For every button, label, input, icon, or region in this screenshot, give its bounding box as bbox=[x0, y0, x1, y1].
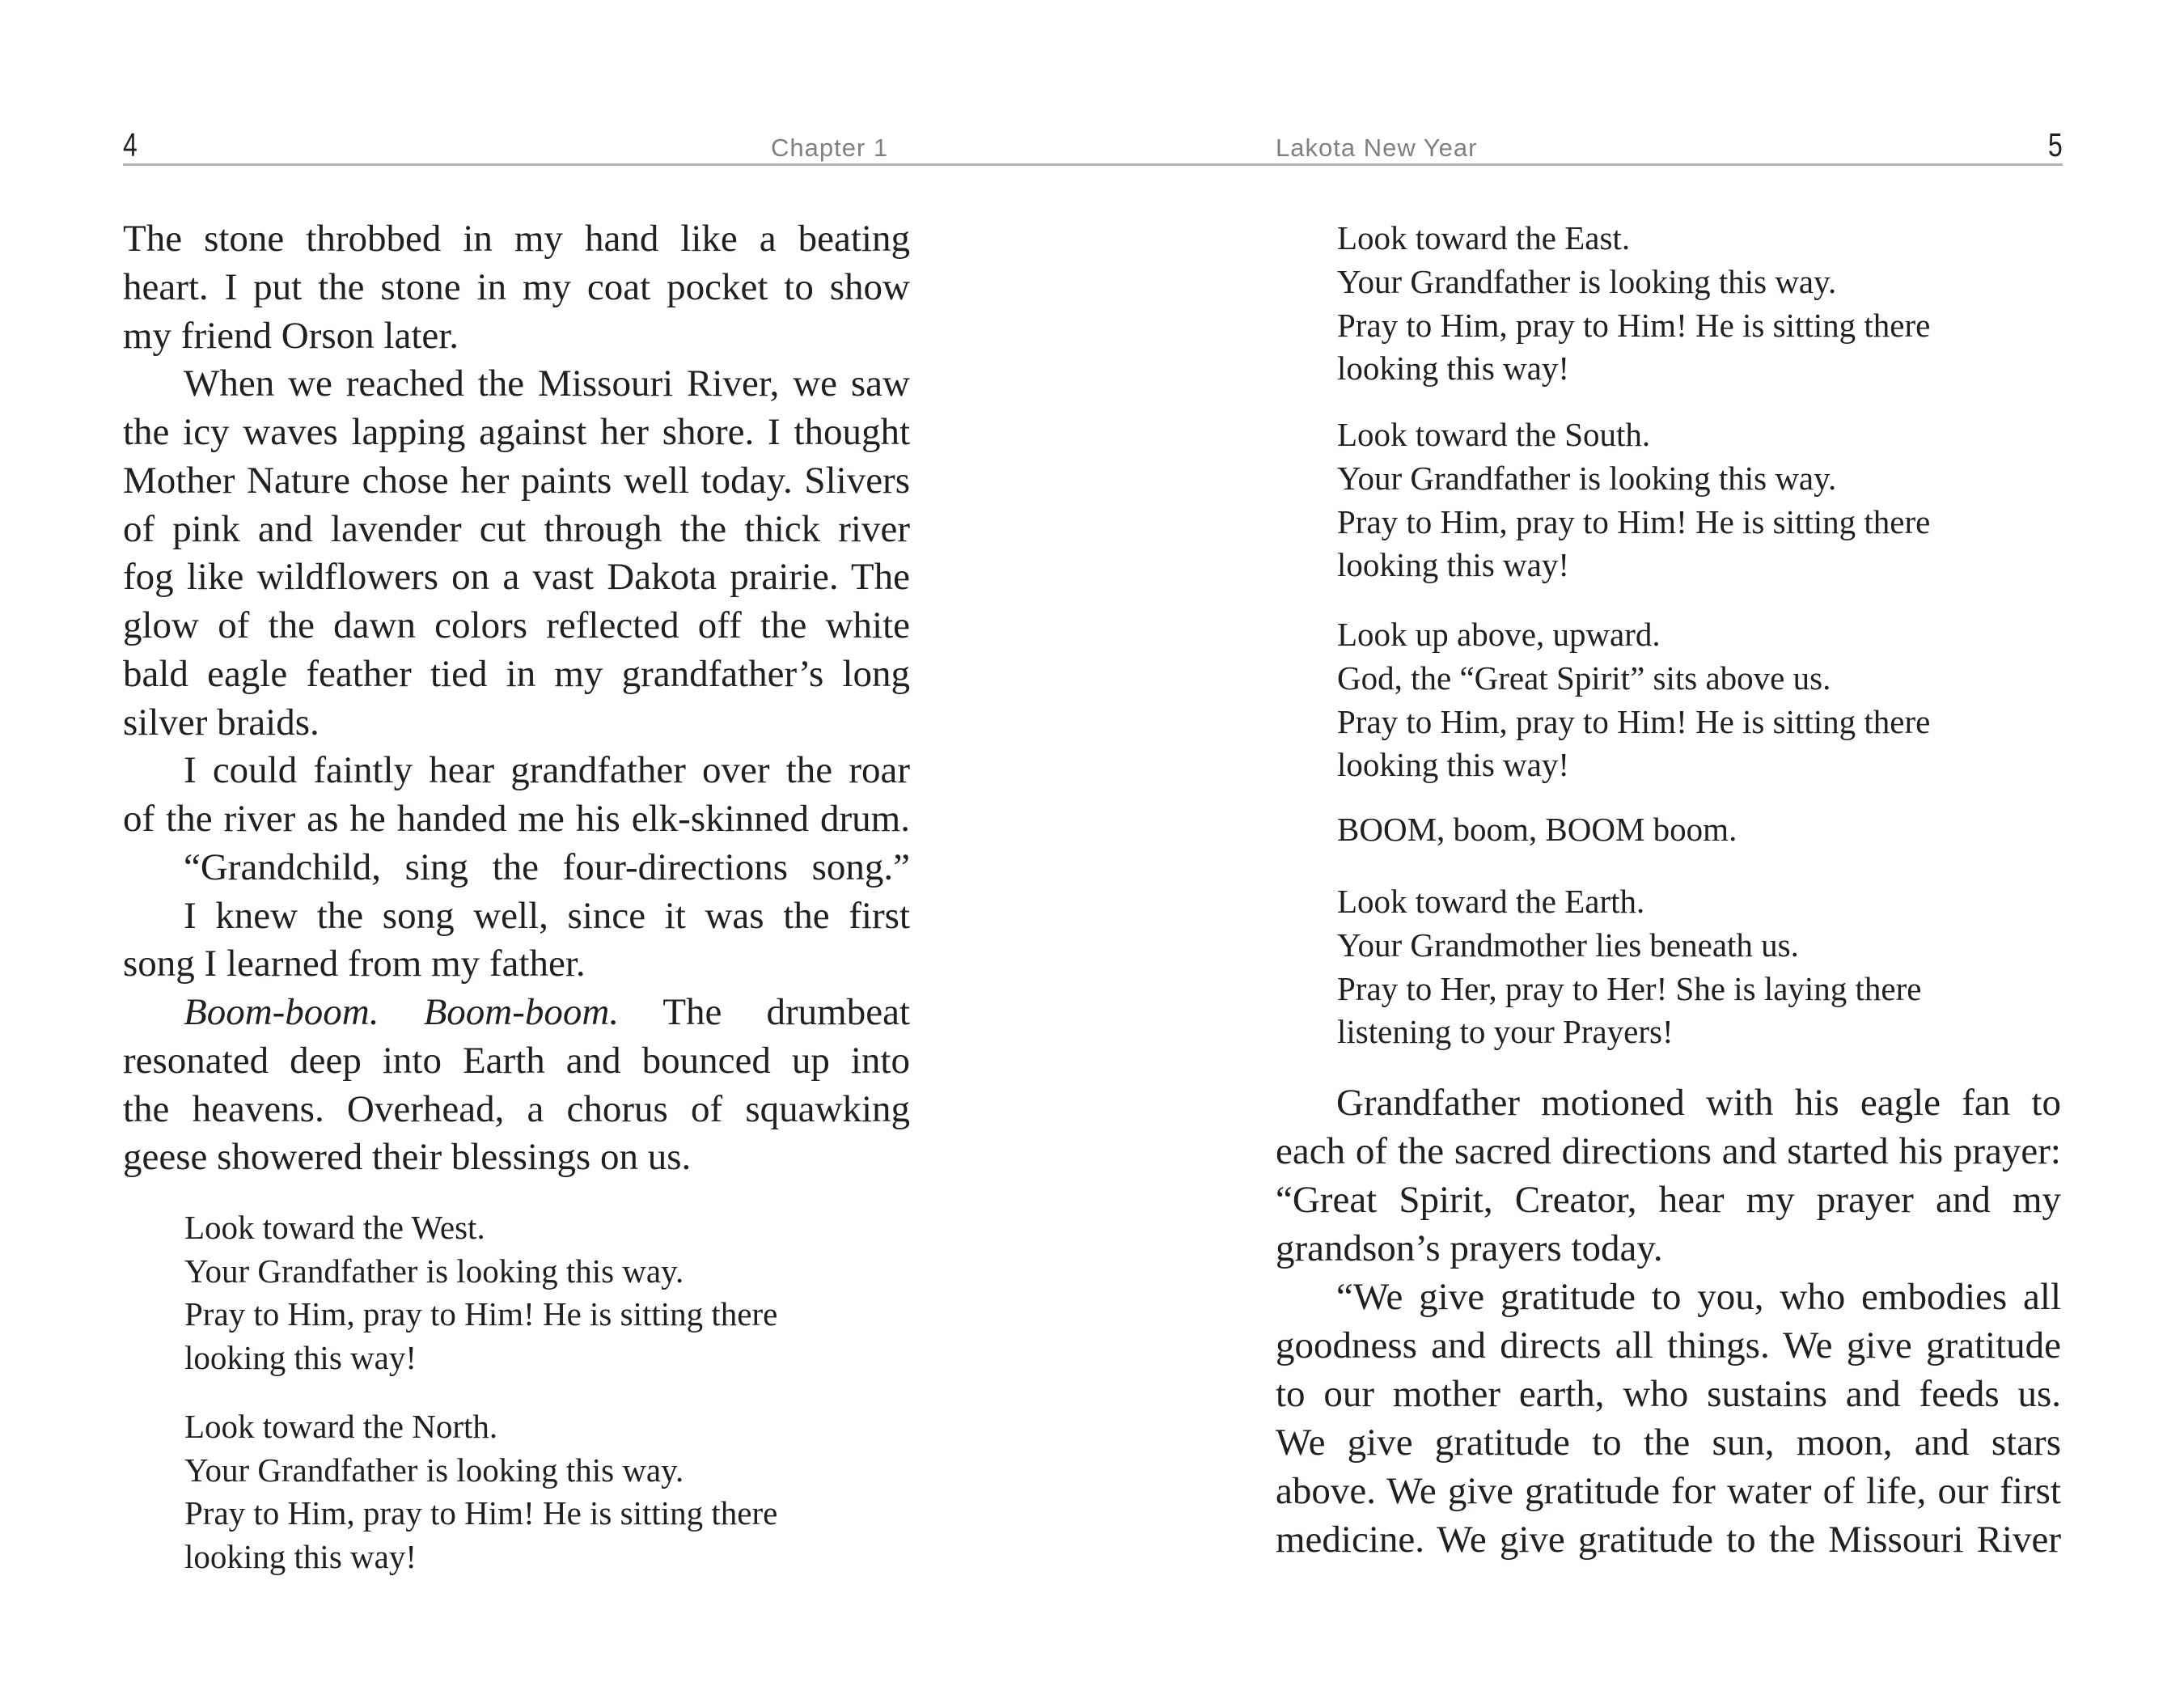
prose-line bbox=[123, 604, 910, 647]
prose-line-text: “Great Spirit, Creator, hear my prayer and my bbox=[1276, 1179, 2061, 1222]
prose-line bbox=[1276, 1518, 2061, 1561]
verse-line: Look toward the East. bbox=[1337, 219, 1631, 257]
prose-line bbox=[123, 410, 910, 454]
prose-line bbox=[123, 942, 910, 985]
verse-line: listening to your Prayers! bbox=[1337, 1013, 1674, 1051]
prose-line bbox=[123, 459, 910, 502]
prose-line-text: bald eagle feather tied in my grandfather’s long bbox=[123, 652, 910, 695]
verse-line: Pray to Him, pray to Him! He is sitting there bbox=[1337, 702, 1931, 740]
prose-line-text: When we reached the Missouri River, we saw bbox=[184, 362, 910, 405]
verse-line: Your Grandfather is looking this way. bbox=[184, 1451, 684, 1489]
verse-line: looking this way! bbox=[184, 1537, 417, 1575]
prose-line bbox=[1276, 1178, 2061, 1222]
verse-line: Look toward the West. bbox=[184, 1209, 485, 1247]
prose-line-text: above. We give gratitude for water of life, our first bbox=[1276, 1470, 2061, 1513]
right-page-body bbox=[1276, 0, 2061, 1699]
prose-line-text: glow of the dawn colors reflected off the white bbox=[123, 604, 910, 647]
prose-line-text: my friend Orson later. bbox=[123, 314, 459, 357]
prose-line-text: geese showered their blessings on us. bbox=[123, 1136, 692, 1179]
prose-line bbox=[123, 845, 910, 889]
prose-line bbox=[1276, 1421, 2061, 1464]
prose-line-text: of pink and lavender cut through the thick river bbox=[123, 507, 910, 550]
prose-line bbox=[123, 990, 910, 1034]
prose-line-text: silver braids. bbox=[123, 701, 320, 744]
prose-line bbox=[123, 314, 910, 358]
prose-line-text: of the river as he handed me his elk-skinned drum. bbox=[123, 798, 910, 841]
prose-line bbox=[123, 1135, 910, 1179]
prose-line-text: each of the sacred directions and started his prayer: bbox=[1276, 1130, 2061, 1173]
prose-line-text: goodness and directs all things. We give gratitude bbox=[1276, 1324, 2061, 1367]
left-page-number: 4 bbox=[123, 126, 138, 163]
prose-line-text: I could faintly hear grandfather over the roar bbox=[184, 749, 910, 792]
prose-line-rest: The drumbeat bbox=[619, 991, 910, 1034]
left-running-head: Chapter 1 bbox=[771, 133, 889, 162]
verse-line: Pray to Him, pray to Him! He is sitting there bbox=[184, 1494, 778, 1532]
prose-line bbox=[123, 748, 910, 792]
prose-line-text: resonated deep into Earth and bounced up into bbox=[123, 1039, 910, 1082]
verse-line: looking this way! bbox=[1337, 746, 1569, 784]
prose-line bbox=[1276, 1469, 2061, 1513]
verse-line: Look up above, upward. bbox=[1337, 616, 1661, 654]
left-page-body bbox=[123, 0, 910, 1699]
verse-line: BOOM, boom, BOOM boom. bbox=[1337, 811, 1737, 849]
prose-line bbox=[123, 507, 910, 551]
prose-line bbox=[123, 1087, 910, 1131]
prose-line bbox=[123, 217, 910, 261]
prose-line-text: I knew the song well, since it was the first bbox=[184, 894, 910, 937]
prose-line-text: heart. I put the stone in my coat pocket to show bbox=[123, 265, 910, 308]
prose-line-text: song I learned from my father. bbox=[123, 943, 586, 985]
prose-line-text: Mother Nature chose her paints well today. Slivers bbox=[123, 459, 910, 502]
verse-line: Your Grandmother lies beneath us. bbox=[1337, 926, 1799, 964]
prose-line-text: Grandfather motioned with his eagle fan to bbox=[1336, 1082, 2061, 1125]
verse-line: Your Grandfather is looking this way. bbox=[1337, 263, 1837, 301]
right-running-head: Lakota New Year bbox=[1276, 133, 1478, 162]
verse-line: Pray to Him, pray to Him! He is sitting there bbox=[184, 1295, 778, 1333]
prose-line-text: The stone throbbed in my hand like a beating bbox=[123, 218, 910, 261]
prose-line-text: “Grandchild, sing the four-directions song.” bbox=[184, 845, 910, 888]
verse-line: Your Grandfather is looking this way. bbox=[184, 1252, 684, 1290]
prose-line bbox=[1276, 1275, 2061, 1319]
prose-line-text: We give gratitude to the sun, moon, and stars bbox=[1276, 1421, 2061, 1464]
prose-line bbox=[123, 652, 910, 696]
prose-line bbox=[123, 362, 910, 405]
prose-line bbox=[1276, 1227, 2061, 1270]
right-page-number: 5 bbox=[2048, 126, 2063, 163]
prose-line bbox=[123, 1039, 910, 1083]
prose-line bbox=[123, 555, 910, 599]
prose-line bbox=[1276, 1129, 2061, 1173]
prose-line-text: to our mother earth, who sustains and feeds us. bbox=[1276, 1373, 2061, 1416]
verse-line: God, the “Great Spirit” sits above us. bbox=[1337, 659, 1831, 697]
prose-line-text: grandson’s prayers today. bbox=[1276, 1227, 1663, 1270]
prose-line-text: the heavens. Overhead, a chorus of squawking bbox=[123, 1087, 910, 1130]
prose-line-text: fog like wildflowers on a vast Dakota prairie. The bbox=[123, 556, 910, 599]
prose-line-text: medicine. We give gratitude to the Missouri River bbox=[1276, 1519, 2061, 1561]
prose-line-text bbox=[184, 990, 910, 1034]
prose-line bbox=[123, 701, 910, 744]
prose-line-text: the icy waves lapping against her shore. I thought bbox=[123, 411, 910, 454]
verse-line: Look toward the South. bbox=[1337, 416, 1651, 454]
verse-line: Your Grandfather is looking this way. bbox=[1337, 460, 1837, 498]
prose-line bbox=[1276, 1324, 2061, 1367]
prose-line bbox=[123, 265, 910, 309]
verse-line: Pray to Her, pray to Her! She is laying there bbox=[1337, 969, 1922, 1007]
verse-line: looking this way! bbox=[1337, 546, 1569, 584]
verse-line: looking this way! bbox=[1337, 350, 1569, 388]
prose-line bbox=[123, 797, 910, 841]
prose-line bbox=[1276, 1372, 2061, 1416]
verse-line: looking this way! bbox=[184, 1338, 417, 1376]
prose-line bbox=[123, 894, 910, 938]
verse-line: Look toward the North. bbox=[184, 1408, 498, 1446]
verse-line: Look toward the Earth. bbox=[1337, 883, 1645, 921]
prose-line-text: “We give gratitude to you, who embodies all bbox=[1336, 1276, 2061, 1319]
verse-line: Pray to Him, pray to Him! He is sitting there bbox=[1337, 502, 1931, 540]
verse-line: Pray to Him, pray to Him! He is sitting there bbox=[1337, 306, 1931, 344]
italic-drumbeat-text: Boom-boom. Boom-boom. bbox=[184, 991, 620, 1034]
prose-line bbox=[1276, 1081, 2061, 1125]
